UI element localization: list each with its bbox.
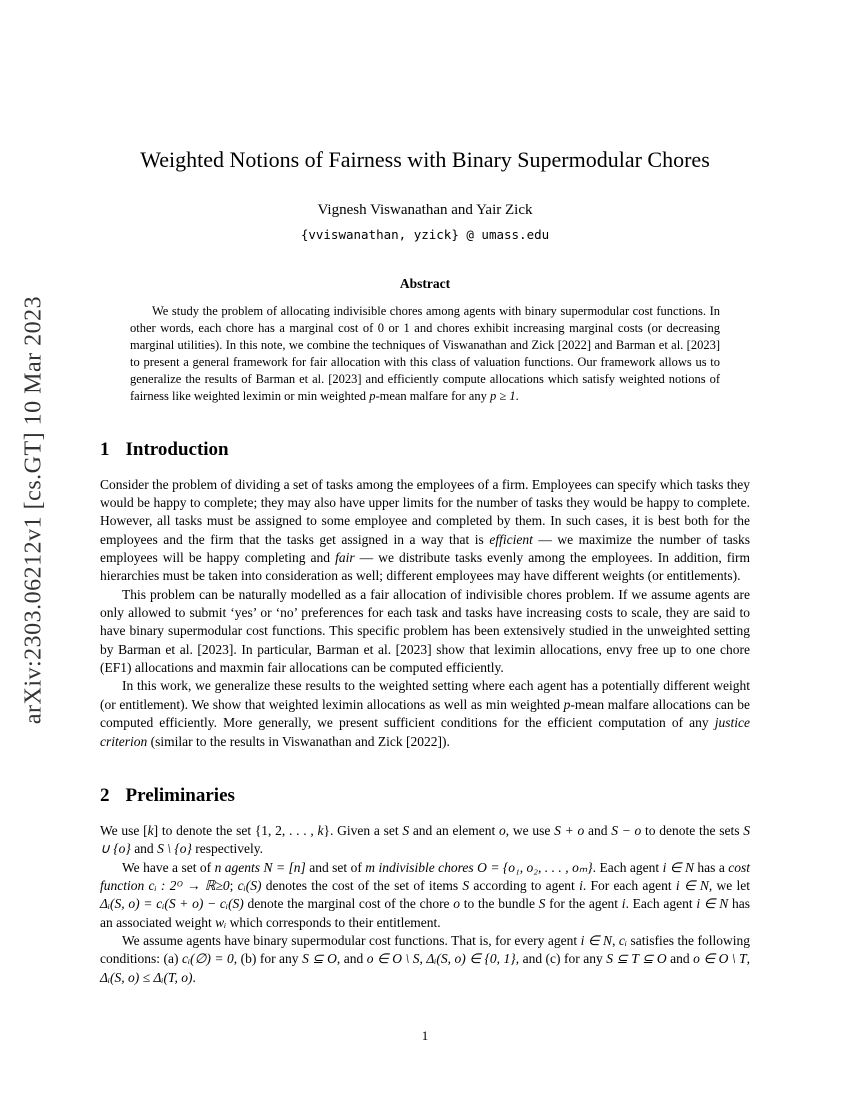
abstract-body: We study the problem of allocating indivisible chores among agents with binary supermodular cost functions. In other words, each chore has a marginal cost of 0 or 1 and chores exhibit increasing marginal costs (or decreasing marginal utilities). In this note, we combine the techniques of Viswanathan and Zick [2022] and Barman et al. [2023] to present a general framework for fair allocation with this class of valuation functions. Our framework allows us to generalize the results of Barman et al. [2023] and efficiently compute allocations which satisfy weighted notions of fairness like weighted leximin or min weighted p-mean malfare for any p ≥ 1.: [130, 303, 720, 403]
section-introduction: [100, 439, 750, 751]
section-1-title: Introduction: [125, 438, 229, 460]
paragraph: We have a set of n agents N = [n] and set of m indivisible chores O = {o₁, o₂, . . . , oₘ}. Each agent i ∈ N has a cost function cᵢ : 2ᴼ → ℝ≥0; cᵢ(S) denotes the cost of the set of items S according to agent i. For each agent i ∈ N, we let Δᵢ(S, o) = cᵢ(S + o) − cᵢ(S) denote the marginal cost of the chore o to the bundle S for the agent i. Each agent i ∈ N has an associated weight wᵢ which corresponds to their entitlement.: [100, 859, 751, 930]
authors: Vignesh Viswanathan and Yair Zick: [317, 201, 533, 218]
section-preliminaries: [100, 785, 750, 987]
section-2-number: 2: [100, 784, 110, 806]
author-email: {vviswanathan, yzick} @ umass.edu: [300, 226, 550, 242]
abstract: [130, 276, 720, 405]
abstract-heading: Abstract: [399, 275, 451, 291]
paragraph: In this work, we generalize these results to the weighted setting where each agent has a potentially different weight (or entitlement). We show that weighted leximin allocations as well as min weighted p-mean malfare allocations can be computed efficiently. More generally, we present sufficient conditions for the efficient computation of any justice criterion (similar to the results in Viswanathan and Zick [2022]).: [100, 678, 750, 749]
section-2-heading: [100, 785, 750, 807]
section-1-number: 1: [100, 438, 110, 460]
section-1-heading: [100, 439, 750, 461]
arxiv-stamp-text: arXiv:2303.06212v1 [cs.GT] 10 Mar 2023: [20, 295, 47, 725]
paragraph: This problem can be naturally modelled as a fair allocation of indivisible chores problem. If we assume agents are only allowed to submit ‘yes’ or ‘no’ preferences for each task and tasks have increasing costs to scale, they are said to have binary supermodular cost functions. This specific problem has been extensively studied in the unweighted setting by Barman et al. [2023]. In particular, Barman et al. [2023] show that leximin allocations, envy free up to one chore (EF1) allocations and maxmin fair allocations can be computed efficiently.: [100, 586, 750, 676]
paper-title: Weighted Notions of Fairness with Binary Supermodular Chores: [140, 147, 710, 172]
paragraph: We assume agents have binary supermodular cost functions. That is, for every agent i ∈ N, cᵢ satisfies the following conditions: (a) cᵢ(∅) = 0, (b) for any S ⊆ O, and o ∈ O \ S, Δᵢ(S, o) ∈ {0, 1}, and (c) for any S ⊆ T ⊆ O and o ∈ O \ T, Δᵢ(S, o) ≤ Δᵢ(T, o).: [100, 933, 750, 985]
page-number: 1: [421, 1028, 429, 1043]
section-2-title: Preliminaries: [125, 784, 235, 806]
paragraph: Consider the problem of dividing a set of tasks among the employees of a firm. Employees can specify which tasks they would be happy to complete; they may also have upper limits for the number of tasks they would be happy to complete. However, all tasks must be assigned to some employee and completed by them. In such cases, it is best both for the employees and the firm that the tasks get assigned in a way that is efficient — we maximize the number of tasks employees will be happy completing and fair — we distribute tasks evenly among the employees. In addition, firm hierarchies must be taken into consideration as well; different employees may have different weights (or entitlements).: [100, 476, 750, 584]
paragraph: We use [k] to denote the set {1, 2, . . . , k}. Given a set S and an element o, we use S + o and S − o to denote the sets S ∪ {o} and S \ {o} respectively.: [100, 822, 751, 857]
